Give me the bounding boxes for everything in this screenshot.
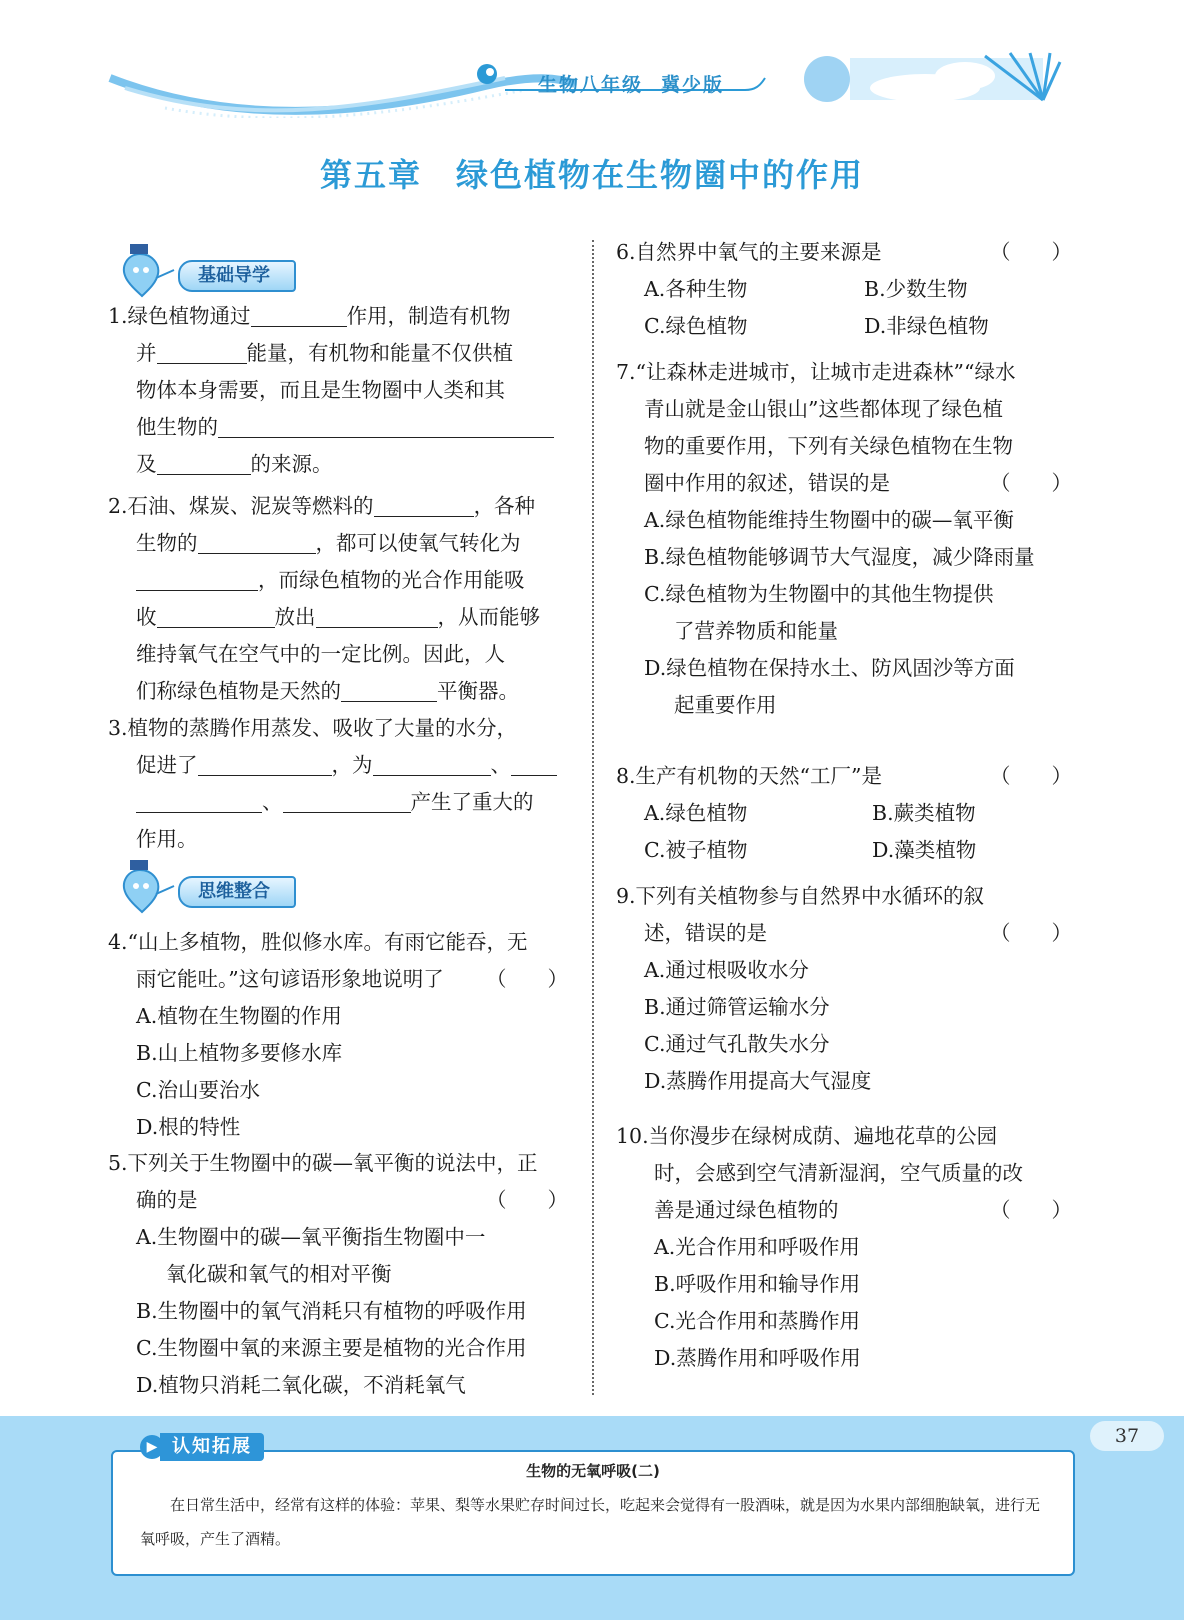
option-a: A.绿色植物能维持生物圈中的碳—氧平衡 (644, 508, 1014, 532)
subject-label: 生物八年级 (538, 74, 644, 96)
section-thinking-label: 思维整合 (178, 876, 296, 908)
option-d: D.蒸腾作用和呼吸作用 (654, 1346, 861, 1370)
question-4: 4.“山上多植物，胜似修水库。有雨它能吞，无 雨它能吐。”这句谚语形象地说明了 （ ） A.植物在生物圈的作用 B.山上植物多要修水库 C.治山要治水 D.根的特性 (108, 924, 568, 1146)
blank[interactable] (136, 566, 258, 591)
option-b: B.蕨类植物 (872, 801, 976, 825)
extension-body: 在日常生活中，经常有这样的体验：苹果、梨等水果贮存时间过长，吃起来会觉得有一股酒味，就是因为水果内部细胞缺氧，进行无氧呼吸，产生了酒精。 (140, 1496, 1041, 1548)
option-b: B.通过筛管运输水分 (644, 995, 830, 1019)
option-c: C.治山要治水 (136, 1078, 260, 1102)
question-6: 6.自然界中氧气的主要来源是 （ ） A.各种生物 B.少数生物 C.绿色植物 D.非绿色植物 (616, 234, 1072, 345)
option-c: C.光合作用和蒸腾作用 (654, 1309, 860, 1333)
option-c: C.通过气孔散失水分 (644, 1032, 830, 1056)
question-5: 5.下列关于生物圈中的碳—氧平衡的说法中，正 确的是 （ ） A.生物圈中的碳—氧平衡指生物圈中一 氧化碳和氧气的相对平衡 B.生物圈中的氧气消耗只有植物的呼吸作用 C.生物圈中氧的来源主要是植物的光合作用 D.植物只消耗二氧化碳，不消耗氧气 (108, 1145, 568, 1404)
option-d: D.藻类植物 (872, 838, 977, 862)
option-d: D.根的特性 (136, 1115, 241, 1139)
page-number: 37 (1090, 1421, 1164, 1451)
question-2: 2.石油、煤炭、泥炭等燃料的 ，各种 生物的 ，都可以使氧气转化为 ，而绿色植物的光合作用能吸 收 放出 ，从而能够 维持氧气在空气中的一定比例。因此，人 们称绿色植物是天然的 平衡器。 (108, 494, 540, 703)
blank[interactable] (374, 492, 474, 517)
extension-label: 认知拓展 (160, 1433, 264, 1461)
option-a: A.光合作用和呼吸作用 (654, 1235, 860, 1259)
question-7: 7.“让森林走进城市，让城市走进森林”“绿水 青山就是金山银山”这些都体现了绿色植 物的重要作用，下列有关绿色植物在生物 圈中作用的叙述，错误的是 （ ） A.绿色植物能维持生物圈中的碳—氧平衡 B.绿色植物能够调节大气湿度，减少降雨量 C.绿色植物为生物圈中的其他生物提供 了营养物质和能量 D.绿色植物在保持水土、防风固沙等方面 起重要作用 (616, 360, 1072, 717)
option-a: A.生物圈中的碳—氧平衡指生物圈中一 (136, 1225, 486, 1249)
option-c: C.被子植物 (644, 838, 748, 862)
option-a: A.各种生物 (644, 277, 748, 301)
chapter-title: 第五章 绿色植物在生物圈中的作用 (319, 156, 864, 194)
question-8: 8.生产有机物的天然“工厂”是 （ ） A.绿色植物 B.蕨类植物 C.被子植物 D.藻类植物 (616, 758, 1072, 869)
option-c: C.绿色植物为生物圈中的其他生物提供 (644, 582, 994, 606)
option-d: D.植物只消耗二氧化碳，不消耗氧气 (136, 1373, 466, 1397)
question-1: 1.绿色植物通过 作用，制造有机物 并 能量，有机物和能量不仅供植 物体本身需要，而且是生物圈中人类和其 他生物的 及 的来源。 (108, 298, 568, 483)
question-3: 3.植物的蒸腾作用蒸发、吸收了大量的水分， 促进了 ，为 、 、 产生了重大的 作用。 (108, 710, 568, 858)
answer-paren[interactable]: （ ） (990, 1198, 1072, 1222)
answer-paren[interactable]: （ ） (486, 967, 568, 991)
answer-paren[interactable]: （ ） (990, 764, 1072, 788)
option-b: B.呼吸作用和输导作用 (654, 1272, 861, 1296)
section-basic-label: 基础导学 (178, 260, 296, 292)
option-d: D.绿色植物在保持水土、防风固沙等方面 (644, 656, 1015, 680)
blank[interactable] (157, 603, 275, 628)
option-d: D.蒸腾作用提高大气湿度 (644, 1069, 872, 1093)
option-b: B.绿色植物能够调节大气湿度，减少降雨量 (644, 545, 1035, 569)
answer-paren[interactable]: （ ） (990, 240, 1072, 264)
column-divider (592, 240, 594, 1395)
answer-paren[interactable]: （ ） (486, 1188, 568, 1212)
option-a: A.通过根吸收水分 (644, 958, 809, 982)
blank[interactable] (136, 788, 262, 813)
question-10: 10.当你漫步在绿树成荫、遍地花草的公园 时，会感到空气清新湿润，空气质量的改 善是通过绿色植物的 （ ） A.光合作用和呼吸作用 B.呼吸作用和输导作用 C.光合作用和蒸腾作用 D.蒸腾作用和呼吸作用 (616, 1118, 1072, 1377)
blank[interactable] (157, 339, 247, 364)
option-b: B.少数生物 (864, 277, 968, 301)
option-a: A.植物在生物圈的作用 (136, 1004, 342, 1028)
option-b: B.山上植物多要修水库 (136, 1041, 343, 1065)
blank[interactable] (198, 529, 316, 554)
blank[interactable] (373, 751, 491, 776)
blank[interactable] (218, 413, 554, 438)
blank[interactable] (511, 751, 557, 776)
blank[interactable] (157, 450, 251, 475)
blank[interactable] (341, 677, 437, 702)
blank[interactable] (198, 751, 332, 776)
play-arrow-icon: ▶ (140, 1435, 164, 1459)
blank[interactable] (251, 302, 347, 327)
extension-title: 生物的无氧呼吸(二) (526, 1462, 660, 1480)
answer-paren[interactable]: （ ） (990, 921, 1072, 945)
blank[interactable] (283, 788, 411, 813)
edition-label: 冀少版 (661, 74, 725, 96)
option-d: D.非绿色植物 (864, 314, 989, 338)
option-a: A.绿色植物 (644, 801, 748, 825)
mascot-icon (112, 860, 182, 920)
option-c: C.生物圈中氧的来源主要是植物的光合作用 (136, 1336, 527, 1360)
option-b: B.生物圈中的氧气消耗只有植物的呼吸作用 (136, 1299, 527, 1323)
header-subject (538, 70, 724, 97)
mascot-icon (112, 244, 182, 304)
blank[interactable] (316, 603, 438, 628)
question-9: 9.下列有关植物参与自然界中水循环的叙 述，错误的是 （ ） A.通过根吸收水分 B.通过筛管运输水分 C.通过气孔散失水分 D.蒸腾作用提高大气湿度 (616, 878, 1072, 1100)
answer-paren[interactable]: （ ） (990, 471, 1072, 495)
option-c: C.绿色植物 (644, 314, 748, 338)
